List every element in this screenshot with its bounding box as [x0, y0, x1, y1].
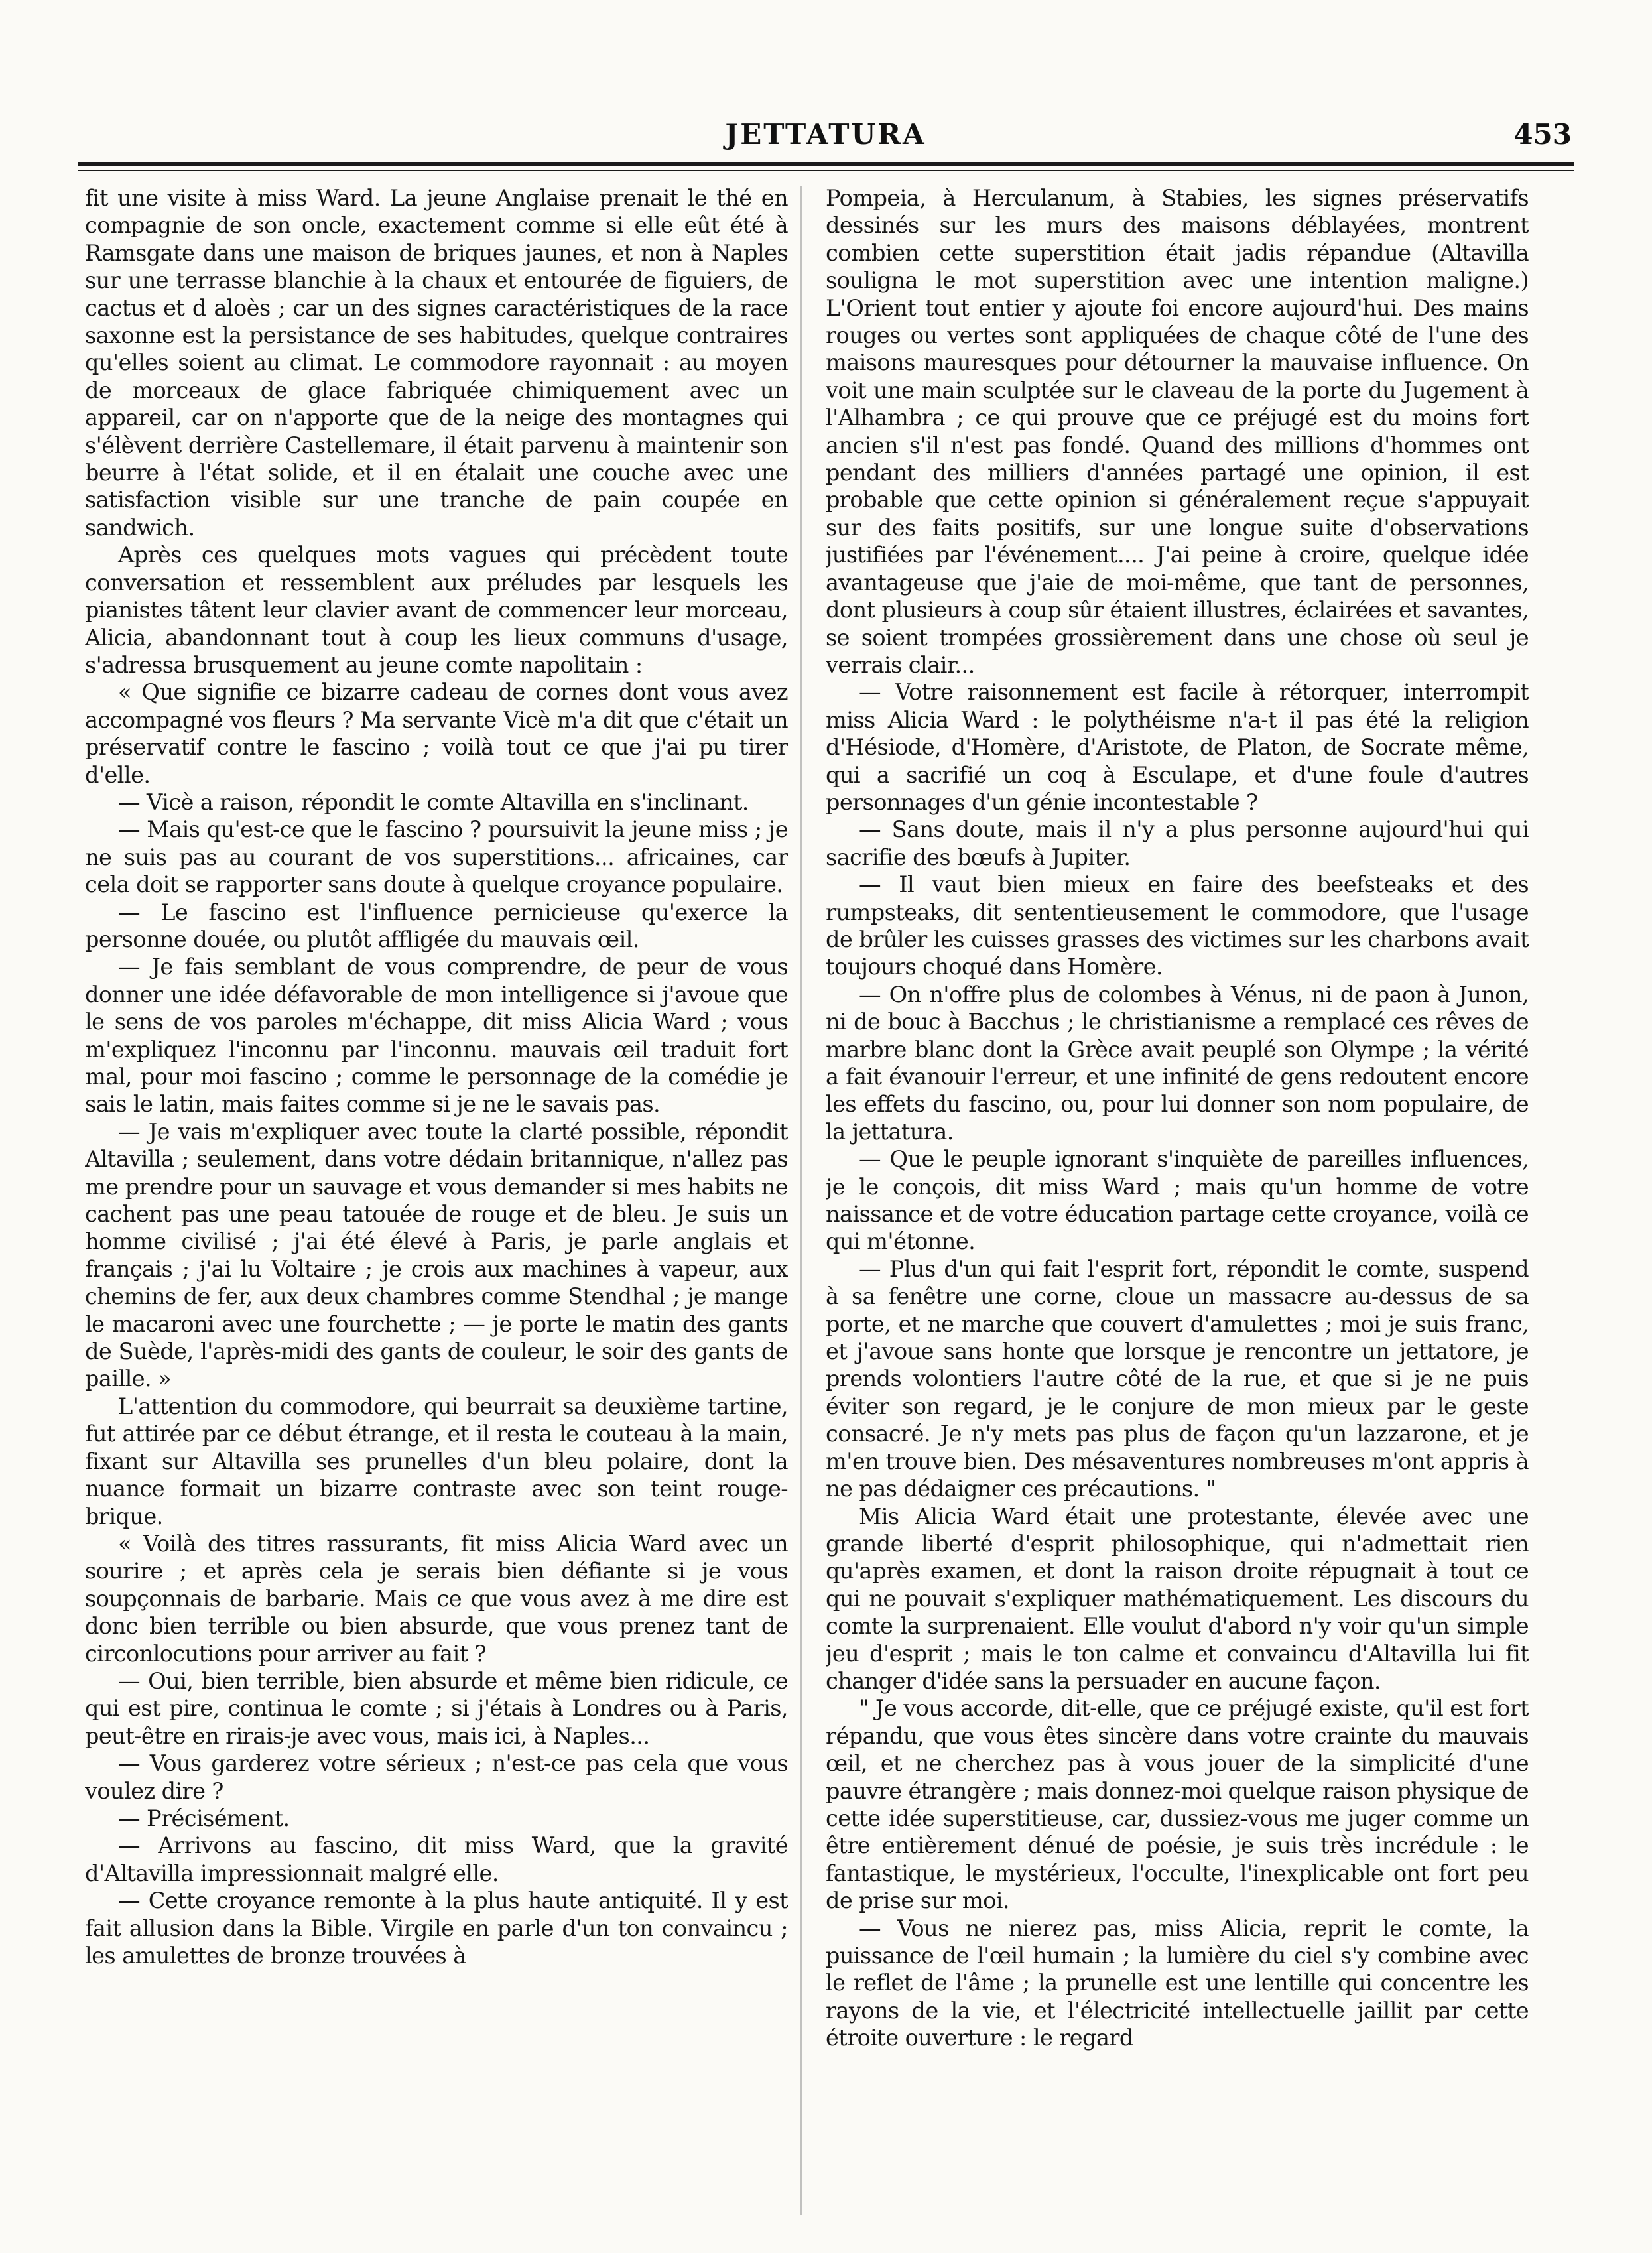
paragraph: Après ces quelques mots vagues qui précèdent toute conversation et ressemblent aux préludes par lesquels les pianistes tâtent leur clavier avant de commencer leur morceau, Alicia, abandonnant tout à coup les lieux communs d'usage, s'adressa brusquement au jeune comte napolitain : — [85, 542, 788, 678]
paragraph: — Vous ne nierez pas, miss Alicia, reprit le comte, la puissance de l'œil humain ; la lumière du ciel s'y combine avec le reflet de l'âme ; la prunelle est une lentille qui concentre les rayons de la vie, et l'électricité intellectuelle jaillit par cette étroite ouverture : le regard — [826, 1915, 1529, 2051]
paragraph: fit une visite à miss Ward. La jeune Anglaise prenait le thé en compagnie de son oncle, exactement comme si elle eût été à Ramsgate dans une maison de briques jaunes, et non à Naples sur une terrasse blanchie à la chaux et entourée de figuiers, de cactus et d aloès ; car un des signes caractéristiques de la race saxonne est la persistance de ses habitudes, quelque contraires qu'elles soient au climat. Le commodore rayonnait : au moyen de morceaux de glace fabriquée chimiquement avec un appareil, car on n'apporte que de la neige des montagnes qui s'élèvent derrière Castellemare, il était parvenu à maintenir son beurre à l'état solide, et il en étalait une couche avec une satisfaction visible sur une tranche de pain coupée en sandwich. — [85, 185, 788, 541]
paragraph: « Que signifie ce bizarre cadeau de cornes dont vous avez accompagné vos fleurs ? Ma servante Vicè m'a dit que c'était un préservatif contre le fascino ; voilà tout ce que j'ai pu tirer d'elle. — [85, 679, 788, 788]
running-title: JETTATURA — [725, 118, 926, 151]
paragraph: — Vous garderez votre sérieux ; n'est-ce pas cela que vous voulez dire ? — [85, 1750, 788, 1804]
right-column — [826, 184, 1529, 2227]
left-column — [85, 184, 788, 2227]
paragraph: — Précisément. — [118, 1805, 290, 1831]
paragraph: — Je vais m'expliquer avec toute la clarté possible, répondit Altavilla ; seulement, dans votre dédain britannique, n'allez pas me prendre pour un sauvage et vous demander si mes habits ne cachent pas une peau tatouée de rouge et de bleu. Je suis un homme civilisé ; j'ai été élevé à Paris, je parle anglais et français ; j'ai lu Voltaire ; je crois aux machines à vapeur, aux chemins de fer, aux deux chambres comme Stendhal ; je mange le macaroni avec une fourchette ; — je porte le matin des gants de Suède, l'après-midi des gants de couleur, le soir des gants de paille. » — [85, 1118, 788, 1392]
paragraph: L'attention du commodore, qui beurrait sa deuxième tartine, fut attirée par ce début étrange, et il resta le couteau à la main, fixant sur Altavilla ses prunelles d'un bleu polaire, dont la nuance formait un bizarre contraste avec son teint rouge-brique. — [85, 1393, 788, 1529]
page-number: 453 — [1513, 118, 1572, 151]
paragraph: — Il vaut bien mieux en faire des beefsteaks et des rumpsteaks, dit sententieusement le commodore, que l'usage de brûler les cuisses grasses des victimes sur les charbons avait toujours choqué dans Homère. — [826, 871, 1529, 980]
column-divider — [800, 186, 802, 2215]
paragraph: — Arrivons au fascino, dit miss Ward, que la gravité d'Altavilla impressionnait malgré elle. — [85, 1833, 788, 1886]
paragraph: — Mais qu'est-ce que le fascino ? poursuivit la jeune miss ; je ne suis pas au courant de vos superstitions... africaines, car cela doit se rapporter sans doute à quelque croyance populaire. — [85, 816, 788, 898]
header-rule-thick — [78, 162, 1574, 166]
paragraph: — Vicè a raison, répondit le comte Altavilla en s'inclinant. — [118, 789, 749, 815]
paragraph: — Cette croyance remonte à la plus haute antiquité. Il y est fait allusion dans la Bible. Virgile en parle d'un ton convaincu ; les amulettes de bronze trouvées à — [85, 1888, 788, 1968]
paragraph: — On n'offre plus de colombes à Vénus, ni de paon à Junon, ni de bouc à Bacchus ; le christianisme a remplacé ces rêves de marbre blanc dont la Grèce avait peuplé son Olympe ; la vérité a fait évanouir l'erreur, et une infinité de gens redoutent encore les effets du fascino, ou, pour lui donner son nom populaire, de la jettatura. — [826, 981, 1529, 1145]
paragraph: « Voilà des titres rassurants, fit miss Alicia Ward avec un sourire ; et après cela je serais bien défiante si je vous soupçonnais de barbarie. Mais ce que vous avez à me dire est donc bien terrible ou bien absurde, que vous prenez tant de circonlocutions pour arriver au fait ? — [85, 1530, 788, 1667]
page-header — [80, 118, 1572, 158]
header-rule-thin — [78, 170, 1574, 171]
paragraph: " Je vous accorde, dit-elle, que ce préjugé existe, qu'il est fort répandu, que vous êtes sincère dans votre crainte du mauvais œil, et ne cherchez pas à vous jouer de la simplicité d'une pauvre étrangère ; mais donnez-moi quelque raison physique de cette idée superstitieuse, car, dussiez-vous me juger comme un être entièrement dénué de poésie, je suis très incrédule : le fantastique, le mystérieux, l'occulte, l'inexplicable ont fort peu de prise sur moi. — [826, 1695, 1529, 1914]
paragraph: — Plus d'un qui fait l'esprit fort, répondit le comte, suspend à sa fenêtre une corne, cloue un massacre au-dessus de sa porte, et ne marche que couvert d'amulettes ; moi je suis franc, et j'avoue sans honte que lorsque je rencontre un jettatore, je prends volontiers l'autre côté de la rue, et que si je ne puis éviter son regard, je le conjure de mon mieux par le geste consacré. Je n'y mets pas plus de façon qu'un lazzarone, et je m'en trouve bien. Des mésaventures nombreuses m'ont appris à ne pas dédaigner ces précautions. " — [826, 1255, 1529, 1502]
paragraph: — Le fascino est l'influence pernicieuse qu'exerce la personne douée, ou plutôt affligée du mauvais œil. — [85, 899, 788, 952]
paragraph: — Que le peuple ignorant s'inquiète de pareilles influences, je le conçois, dit miss Ward ; mais qu'un homme de votre naissance et de votre éducation partage cette croyance, voilà ce qui m'étonne. — [826, 1146, 1529, 1255]
paragraph: Mis Alicia Ward était une protestante, élevée avec une grande liberté d'esprit philosophique, qui n'admettait rien qu'après examen, et dont la raison droite répugnait à tout ce qui ne pouvait s'expliquer mathématiquement. Les discours du comte la surprenaient. Elle voulut d'abord n'y voir qu'un simple jeu d'esprit ; mais le ton calme et convaincu d'Altavilla lui fit changer d'idée sans la persuader en aucune façon. — [826, 1503, 1529, 1694]
paragraph: — Oui, bien terrible, bien absurde et même bien ridicule, ce qui est pire, continua le comte ; si j'étais à Londres ou à Paris, peut-être en rirais-je avec vous, mais ici, à Naples... — [85, 1667, 788, 1749]
paragraph: — Votre raisonnement est facile à rétorquer, interrompit miss Alicia Ward : le polythéisme n'a-t il pas été la religion d'Hésiode, d'Homère, d'Aristote, de Platon, de Socrate même, qui a sacrifié un coq à Esculape, et d'une foule d'autres personnages d'un génie incontestable ? — [826, 679, 1529, 815]
paragraph: — Je fais semblant de vous comprendre, de peur de vous donner une idée défavorable de mon intelligence si j'avoue que le sens de vos paroles m'échappe, dit miss Alicia Ward ; vous m'expliquez l'inconnu par l'inconnu. mauvais œil traduit fort mal, pour moi fascino ; comme le personnage de la comédie je sais le latin, mais faites comme si je ne le savais pas. — [85, 954, 788, 1118]
paragraph: — Sans doute, mais il n'y a plus personne aujourd'hui qui sacrifie des bœufs à Jupiter. — [826, 816, 1529, 870]
paragraph: Pompeia, à Herculanum, à Stabies, les signes préservatifs dessinés sur les murs des maisons déblayées, montrent combien cette superstition était jadis répandue (Altavilla souligna le mot superstition avec une intention maligne.) L'Orient tout entier y ajoute foi encore aujourd'hui. Des mains rouges ou vertes sont appliquées de chaque côté de l'une des maisons mauresques pour détourner la mauvaise influence. On voit une main sculptée sur le claveau de la porte du Jugement à l'Alhambra ; ce qui prouve que ce préjugé est du moins fort ancien s'il n'est pas fondé. Quand des millions d'hommes ont pendant des milliers d'années partagé une opinion, il est probable que cette opinion si généralement reçue s'appuyait sur des faits positifs, sur une longue suite d'observations justifiées par l'événement.... J'ai peine à croire, quelque idée avantageuse que j'aie de moi-même, que tant de personnes, dont plusieurs à coup sûr étaient illustres, éclairées et savantes, se soient trompées grossièrement dans une chose où seul je verrais clair... — [826, 185, 1529, 678]
